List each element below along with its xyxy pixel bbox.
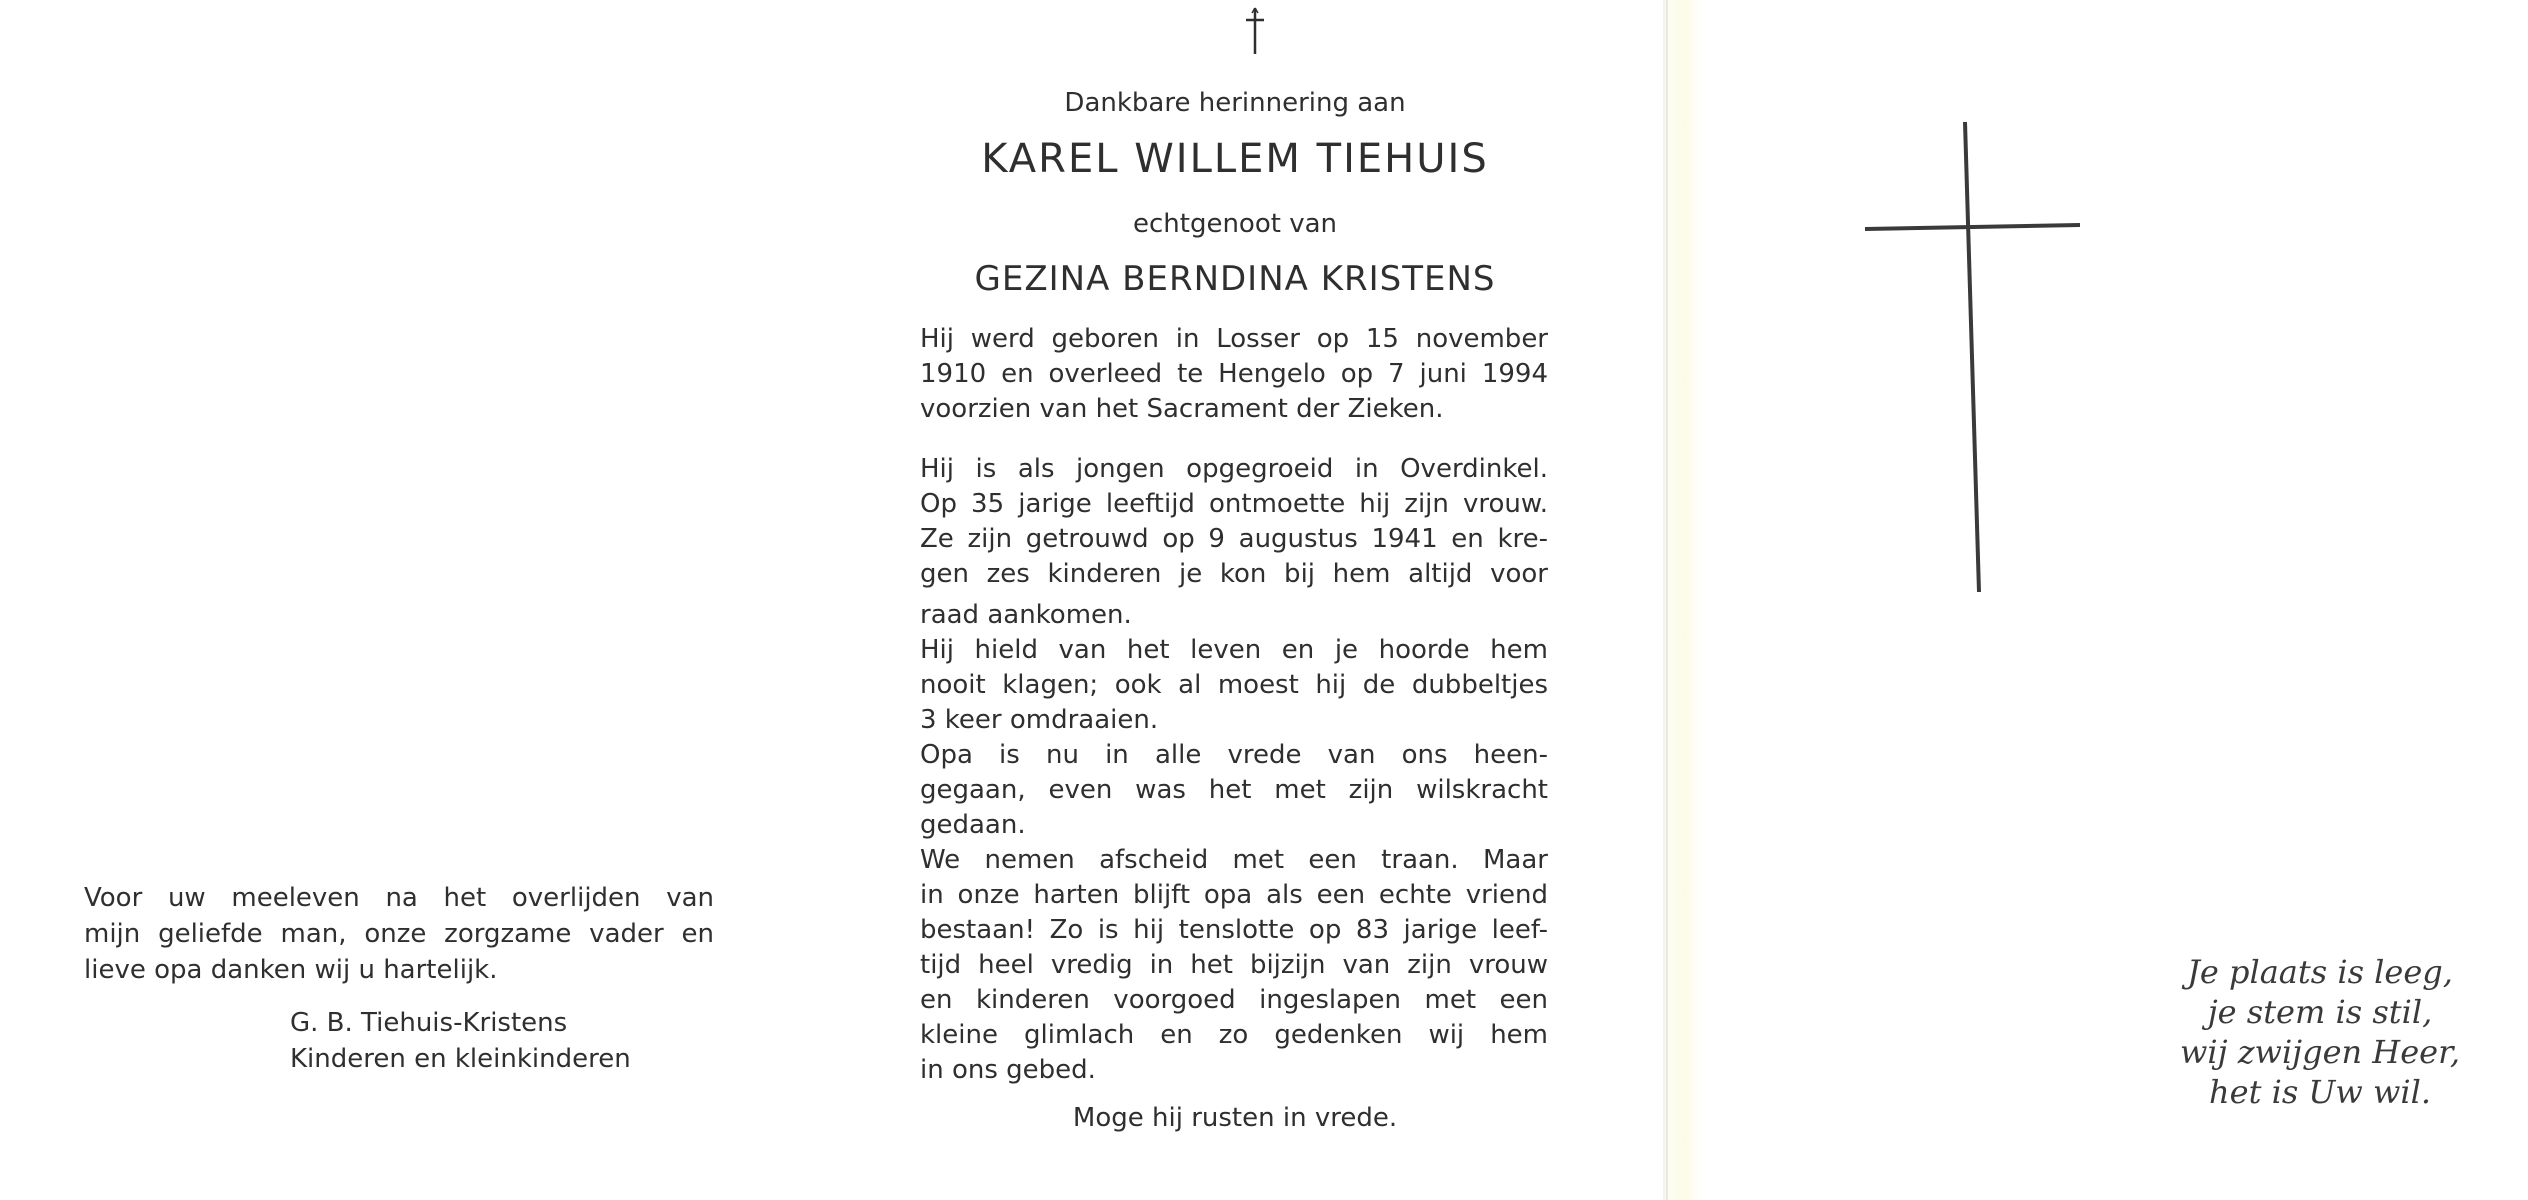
signature-family: Kinderen en kleinkinderen [290,1044,631,1074]
birth-death-paragraph [920,322,1548,427]
paragraph-line: in onze harten blijft opa als een echte vriend [920,880,1548,910]
paragraph-line: gen zes kinderen je kon bij hem altijd voor [920,559,1548,589]
paragraph-line: We nemen afscheid met een traan. Maar [920,845,1548,875]
paragraph-line: gedaan. [920,810,1026,840]
cross-icon [1865,122,2080,592]
intro-text: Dankbare herinnering aan [1064,88,1406,118]
paragraph-line: kleine glimlach en zo gedenken wij hem [920,1020,1548,1050]
deceased-name: KAREL WILLEM TIEHUIS [981,136,1489,182]
poem-line: Je plaats is leeg, [2187,953,2453,991]
spouse-label: echtgenoot van [1132,209,1337,239]
poem [2150,952,2490,1112]
paragraph-line: nooit klagen; ook al moest hij de dubbeltjes [920,670,1548,700]
paragraph-line: raad aankomen. [920,600,1132,630]
thank-you-line: Voor uw meeleven na het overlijden van [84,883,714,913]
poem-line: je stem is stil, [2207,993,2433,1031]
paragraph-line: Ze zijn getrouwd op 9 augustus 1941 en kre- [920,524,1548,554]
paragraph-line: 1910 en overleed te Hengelo op 7 juni 1994 [920,359,1548,389]
paragraph-line: Hij werd geboren in Losser op 15 november [920,324,1548,354]
life-paragraph [920,452,1548,1088]
paragraph-line: voorzien van het Sacrament der Zieken. [920,394,1444,424]
small-cross-icon [1243,6,1267,56]
paragraph-line: en kinderen voorgoed ingeslapen met een [920,985,1548,1015]
spouse-name: GEZINA BERNDINA KRISTENS [974,259,1496,299]
fold-line [1666,0,1668,1200]
poem-line: het is Uw wil. [2209,1073,2431,1111]
paragraph-line: tijd heel vredig in het bijzijn van zijn vrouw [920,950,1548,980]
thank-you-line: lieve opa danken wij u hartelijk. [84,955,498,985]
paragraph-line: Hij hield van het leven en je hoorde hem [920,635,1548,665]
paragraph-line: 3 keer omdraaien. [920,705,1159,735]
paragraph-line: Op 35 jarige leeftijd ontmoette hij zijn vrouw. [920,489,1548,519]
paragraph-line: bestaan! Zo is hij tenslotte op 83 jarige leef- [920,915,1548,945]
signature [290,1005,631,1077]
paragraph-line: gegaan, even was het met zijn wilskracht [920,775,1548,805]
closing-text: Moge hij rusten in vrede. [1072,1103,1398,1133]
paragraph-line: Opa is nu in alle vrede van ons heen- [920,740,1548,770]
paragraph-line: Hij is als jongen opgegroeid in Overdinkel. [920,454,1548,484]
poem-line: wij zwijgen Heer, [2179,1033,2461,1071]
paragraph-line: in ons gebed. [920,1055,1096,1085]
thank-you-line: mijn geliefde man, onze zorgzame vader en [84,919,714,949]
signature-name: G. B. Tiehuis-Kristens [290,1008,568,1038]
card-fold [1663,0,1705,1200]
thank-you-text [84,880,714,988]
